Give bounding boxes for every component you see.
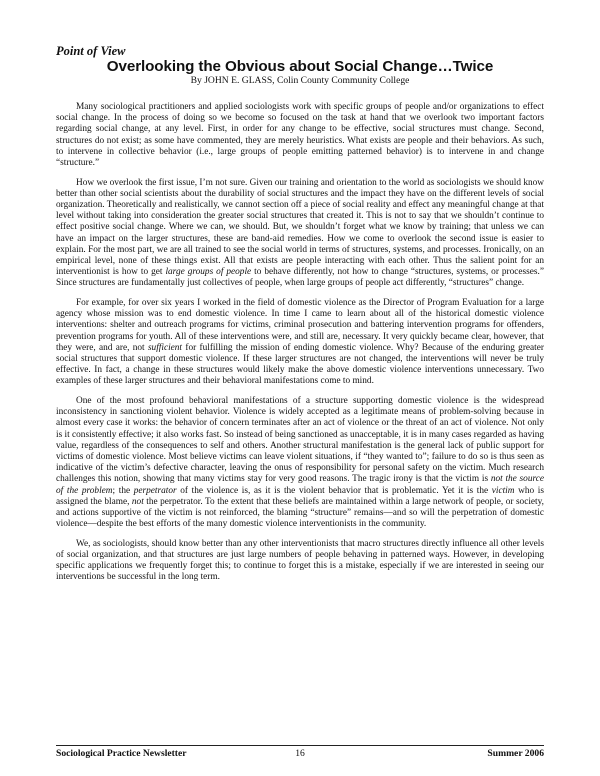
- paragraph-4-emphasis-2: perpetrator: [133, 485, 177, 496]
- paragraph-2: [56, 178, 544, 290]
- paragraph-4-text-e: the perpetrator. To the extent that these beliefs are maintained within a large network of people, or society, and actions supportive of the victim is not reinforced, the blaming “structure” remains—and so will the perpetration of domestic violence—despite the best efforts of the many domestic violence interventionists in the community.: [56, 496, 544, 530]
- paragraph-3: [56, 298, 544, 388]
- paragraph-4: [56, 396, 544, 530]
- paragraph-3-text-b: for fulfilling the mission of ending domestic violence. Why? Because of the enduring greater social structures that support domestic violence. If these larger structures are not changed, the interventions will never be truly effective. In fact, a change in these structures would likely make the above domestic violence interventions unnecessary. Two examples of these larger structures and their behavioral manifestations come to mind.: [56, 342, 544, 387]
- footer-publication: Sociological Practice Newsletter: [56, 748, 187, 759]
- footer-page-number: 16: [295, 748, 305, 759]
- article-title: Overlooking the Obvious about Social Change…Twice: [106, 58, 494, 75]
- paragraph-4-text-b: ; the: [112, 485, 134, 496]
- paragraph-3-text-a: For example, for over six years I worked in the field of domestic violence as the Director of Program Evaluation for a large agency whose mission was to end domestic violence. In time I came to learn about all of the historical domestic violence interventions: shelter and outreach programs for victims, criminal prosecution and battering intervention programs for offenders, prevention programs for youth. All of these interventions were, and still are, necessary. It very quickly became clear, however, that they were, and are, not: [56, 298, 544, 353]
- article: [56, 44, 544, 592]
- paragraph-4-emphasis-3: victim: [491, 485, 515, 496]
- paragraph-2-emphasis: large groups of people: [165, 267, 252, 278]
- paragraph-2-text-b: to behave differently, not how to change “structures, systems, or processes.” Since structures are fundamentally just collectives of people, when large groups of people act differently, “structures” change.: [56, 267, 544, 289]
- paragraph-1: Many sociological practitioners and applied sociologists work with specific groups of people and/or organizations to effect social change. In the process of doing so we become so focused on the task at hand that we overlook two important factors regarding social change, at any level. First, in order for any change to be effective, social structures must change. Second, structures do not exist; as some have commented, they are merely heuristics. What exists are people and their behaviors. As such, to intervene in collective behavior (i.e., large groups of people emitting patterned behavior) is to intervene in and change “structure.”: [56, 102, 544, 169]
- paragraph-3-emphasis: sufficient: [147, 342, 183, 353]
- paragraph-4-emphasis-4: not: [131, 496, 144, 507]
- paragraph-4-text-c: of the violence is, as it is the violent behavior that is problematic. Yet it is the: [176, 485, 492, 496]
- footer-divider: [56, 745, 544, 746]
- footer-issue: Summer 2006: [487, 748, 544, 759]
- section-label: Point of View: [56, 44, 126, 58]
- paragraph-4-emphasis-1: not the source of the problem: [56, 474, 544, 496]
- paragraph-2-text-a: How we overlook the first issue, I’m not sure. Given our training and orientation to the world as sociologists we should know better than other social scientists about the durability of social structures and the impact they have on the different levels of social organization. Theoretically and realistically, we cannot section off a piece of social reality and effect any meaningful change at that level without taking into consideration the greater social structures that created it. This is not to say that we shouldn’t continue to effect positive social change. Where we can, we should. But, we shouldn’t forget what we know by training; that unless we can have an impact on the larger structures, these are band-aid remedies. How we come to overlook the second issue is easier to explain. For the most part, we are all trained to see the social world in terms of structures, systems, and processes. Ironically, on an empirical level, none of these things exist. All that exists are people interacting with each other. Thus the salient point for an interventionist is how to get: [56, 177, 544, 278]
- byline: By JOHN E. GLASS, Colin County Community College: [190, 75, 410, 86]
- paragraph-5: We, as sociologists, should know better than any other interventionists that macro structures directly influence all other levels of social organization, and that structures are just large numbers of people behaving in patterned ways. However, in developing specific applications we frequently forget this; to continue to forget this is a mistake, especially if we are interested in seeing our interventions be successful in the long term.: [56, 538, 544, 583]
- paragraph-4-text-a: One of the most profound behavioral manifestations of a structure supporting domestic violence is the widespread inconsistency in sanctioning violent behavior. Violence is widely accepted as a legitimate means of problem-solving because in almost every case it works: the behavior of concern terminates after an act of violence or the threat of an act of violence. Not only is it consistently effective; it also works fast. So instead of being sanctioned as unacceptable, it is in many cases regarded as having value, regardless of the consequences to self and others. Another structural manifestation is the general lack of public support for victims of domestic violence. Most believe victims can leave violent situations, if “they wanted to”; failure to do so is thus seen as indicative of the victim’s defective character, leaving the onus of responsibility for personal safety on the victim. Much research challenges this notion, showing that many victims stay for very good reasons. The tragic irony is that the victim is: [56, 396, 544, 485]
- paragraph-4-text-d: who is assigned the blame,: [56, 485, 544, 507]
